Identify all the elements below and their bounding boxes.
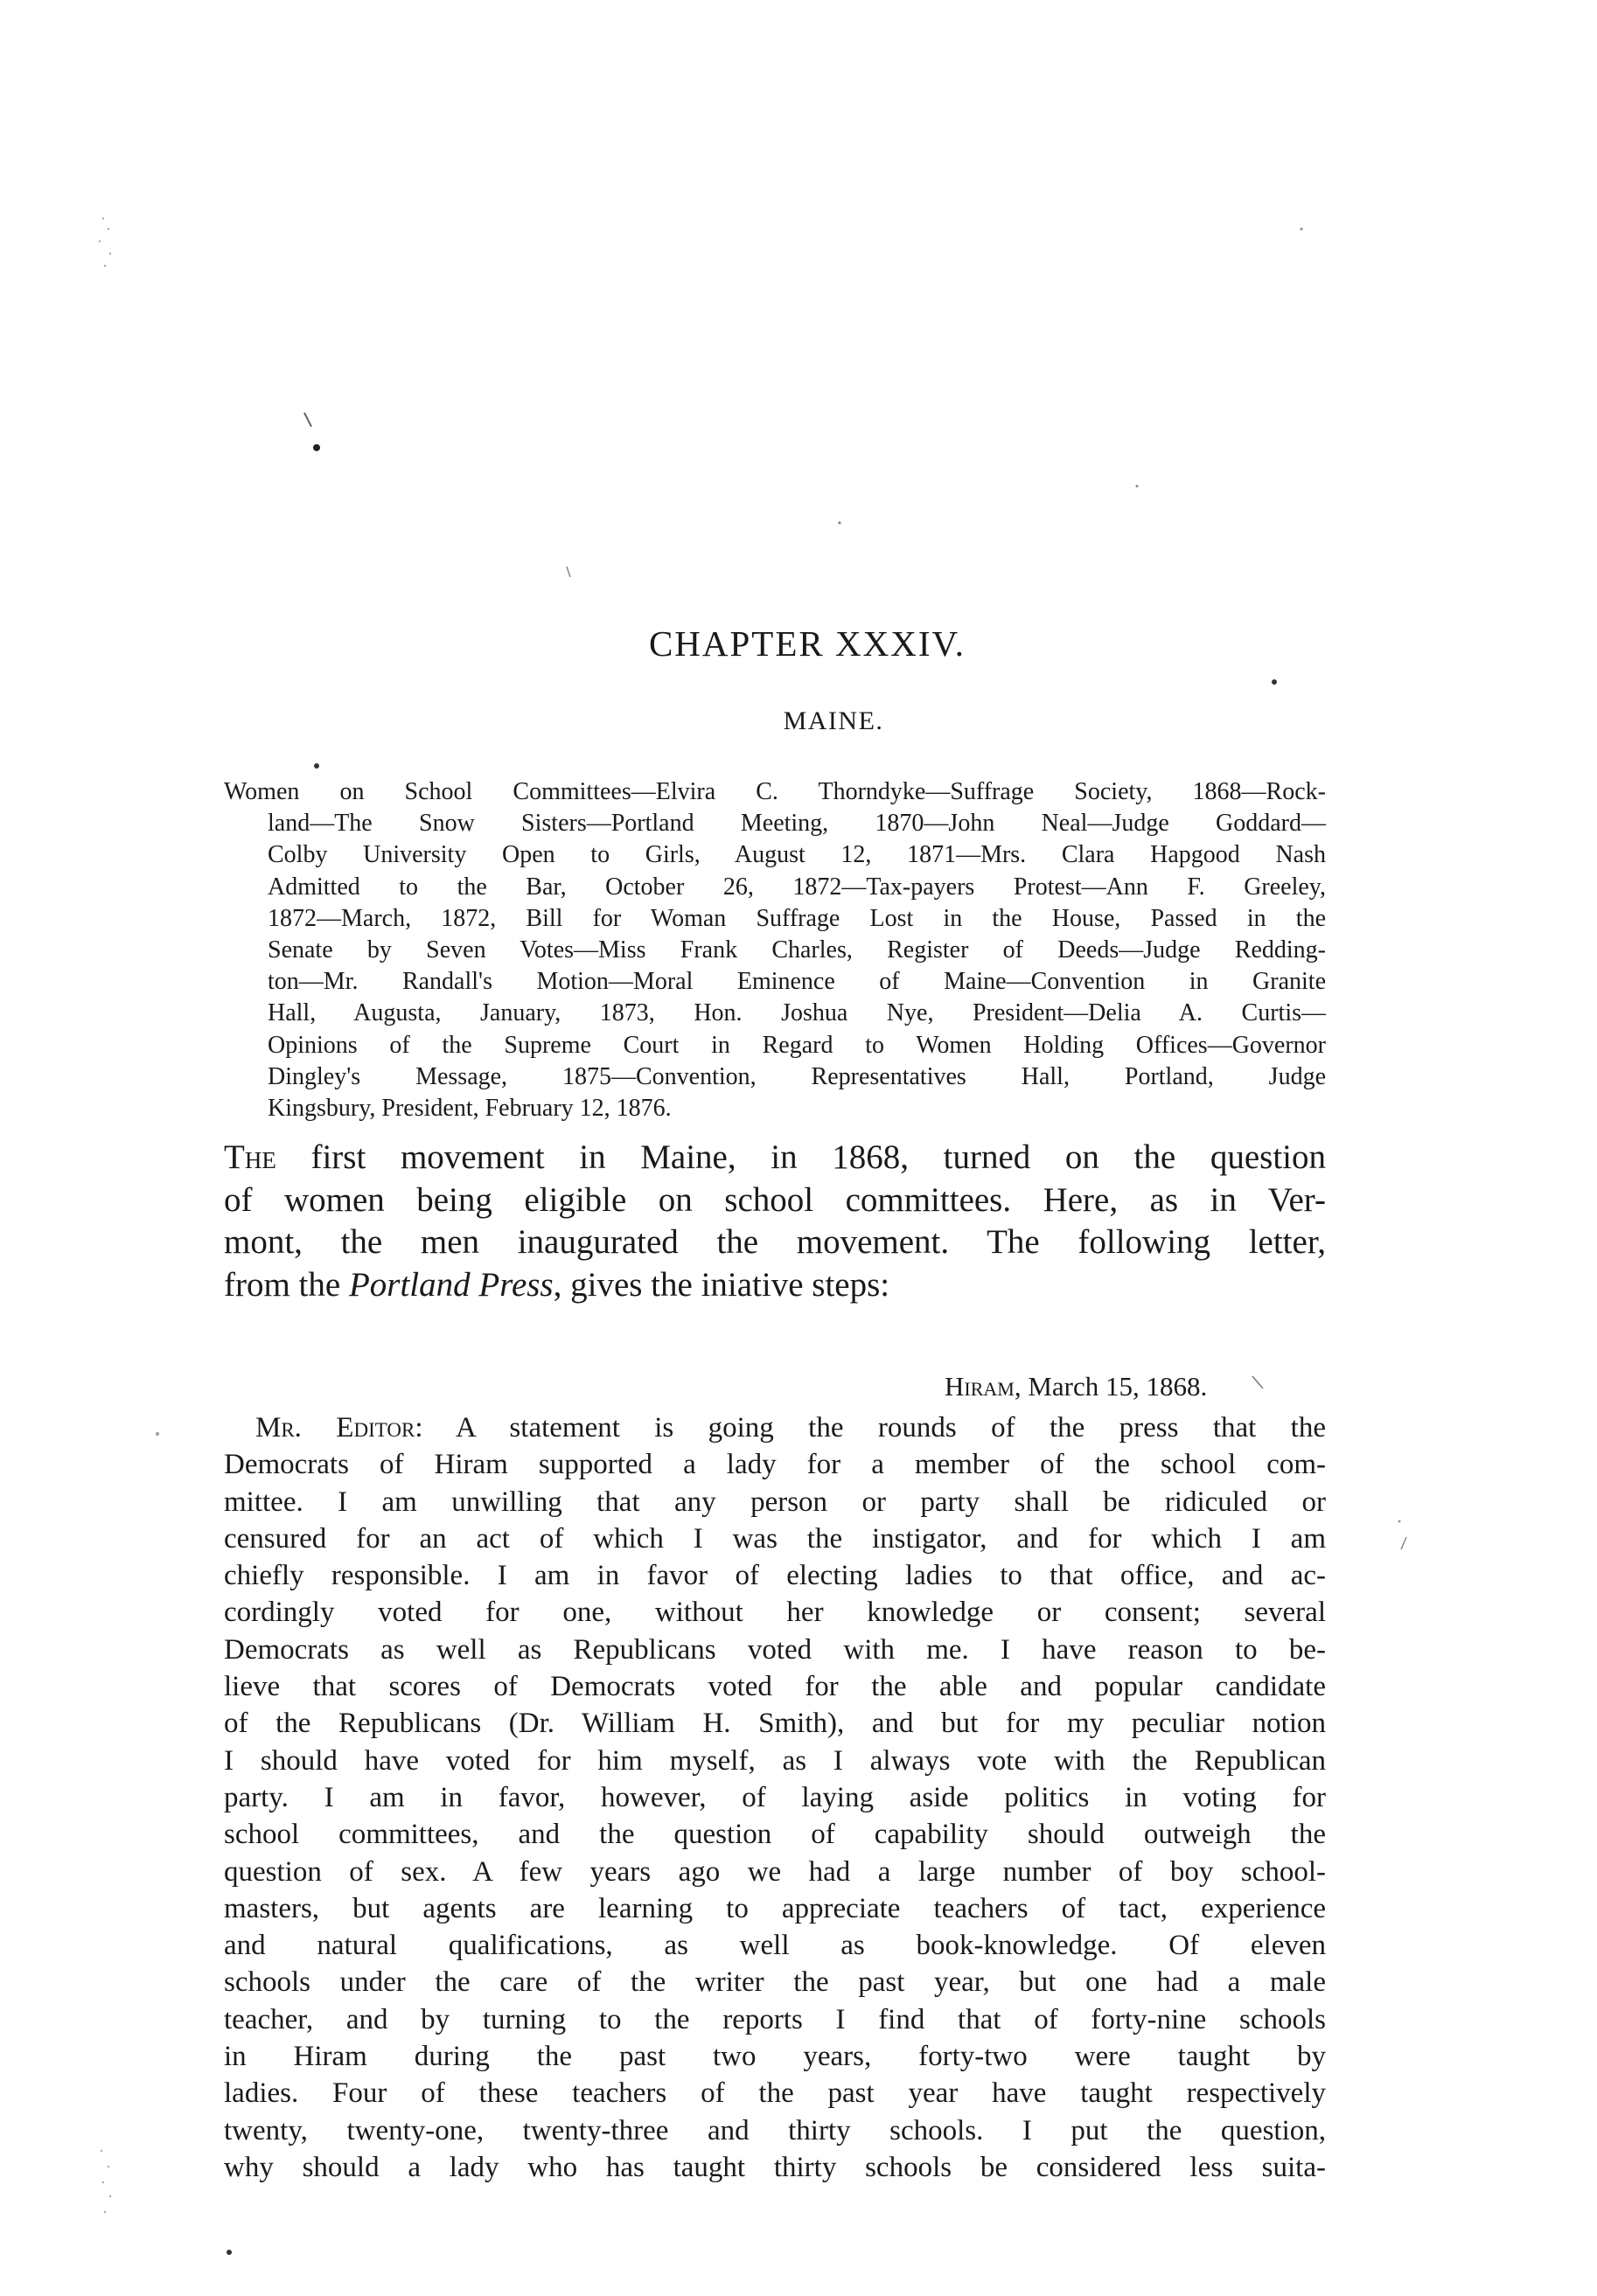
summary-line: 1872—March, 1872, Bill for Woman Suffrage Lost in the House, Passed in the (268, 904, 1326, 932)
paragraph-text: , gives the iniative steps: (553, 1265, 890, 1304)
letter-line: and natural qualifications, as well as book-knowledge. Of eleven (224, 1930, 1326, 1962)
paragraph-text: first movement in Maine, in 1868, turned on the question (310, 1138, 1326, 1176)
summary-line: land—The Snow Sisters—Portland Meeting, 1870—John Neal—Judge Goddard— (268, 810, 1326, 838)
letter-text: : A statement is going the rounds of the press that the (415, 1412, 1326, 1444)
letter-line: I should have voted for him myself, as I always vote with the Republican (224, 1744, 1326, 1777)
letter-line: in Hiram during the past two years, forty-two were taught by (224, 2041, 1326, 2073)
dateline-place: Hiram (945, 1371, 1015, 1402)
summary-line: Women on School Committees—Elvira C. Thorndyke—Suffrage Society, 1868—Rock- (224, 778, 1326, 805)
chapter-heading: CHAPTER XXXIV. (648, 623, 966, 664)
paragraph-text: from the (224, 1265, 341, 1304)
letter-line: Democrats as well as Republicans voted with me. I have reason to be- (224, 1633, 1326, 1666)
letter-line: party. I am in favor, however, of laying aside politics in voting for (224, 1781, 1326, 1813)
paragraph-line: mont, the men inaugurated the movement. The following letter, (224, 1223, 1326, 1261)
letter-line: teacher, and by turning to the reports I find that of forty-nine schools (224, 2003, 1326, 2035)
summary-line: Dingley's Message, 1875—Convention, Representatives Hall, Portland, Judge (268, 1062, 1326, 1090)
letter-line: of the Republicans (Dr. William H. Smith), and but for my peculiar notion (224, 1708, 1326, 1740)
opening-word: The (224, 1138, 276, 1176)
summary-line: Kingsbury, President, February 12, 1876. (268, 1094, 672, 1122)
letter-line: ladies. Four of these teachers of the past year have taught respectively (224, 2077, 1326, 2110)
letter-line: why should a lady who has taught thirty schools be considered less suita- (224, 2151, 1326, 2183)
letter-line: question of sex. A few years ago we had a large number of boy school- (224, 1855, 1326, 1888)
letter-line: school committees, and the question of capability should outweigh the (224, 1819, 1326, 1851)
summary-line: Opinions of the Supreme Court in Regard to Women Holding Offices—Governor (268, 1031, 1326, 1059)
letter-line: censured for an act of which I was the instigator, and for which I am (224, 1522, 1326, 1555)
letter-line: lieve that scores of Democrats voted for the able and popular candidate (224, 1671, 1326, 1703)
summary-line: Admitted to the Bar, October 26, 1872—Tax-payers Protest—Ann F. Greeley, (268, 873, 1326, 901)
newspaper-title: Portland Press (348, 1265, 554, 1304)
letter-line: schools under the care of the writer the past year, but one had a male (224, 1966, 1326, 1999)
summary-line: ton—Mr. Randall's Motion—Moral Eminence of Maine—Convention in Granite (268, 968, 1326, 996)
dateline-date: , March 15, 1868. (1014, 1371, 1208, 1402)
letter-line: chiefly responsible. I am in favor of electing ladies to that office, and ac- (224, 1560, 1326, 1592)
state-heading: MAINE. (783, 706, 884, 735)
letter-line: masters, but agents are learning to appreciate teachers of tact, experience (224, 1892, 1326, 1924)
letter-line: Democrats of Hiram supported a lady for a member of the school com- (224, 1449, 1326, 1481)
summary-line: Colby University Open to Girls, August 12, 1871—Mrs. Clara Hapgood Nash (268, 841, 1326, 869)
summary-line: Hall, Augusta, January, 1873, Hon. Joshua Nye, President—Delia A. Curtis— (268, 999, 1326, 1027)
letter-line: cordingly voted for one, without her knowledge or consent; several (224, 1597, 1326, 1629)
letter-line: mittee. I am unwilling that any person or party shall be ridiculed or (224, 1485, 1326, 1518)
summary-line: Senate by Seven Votes—Miss Frank Charles, Register of Deeds—Judge Redding- (268, 936, 1326, 964)
left-margin-noise (99, 218, 111, 2213)
letter-line: twenty, twenty-one, twenty-three and thirty schools. I put the question, (224, 2114, 1326, 2146)
letter-salutation: Mr. Editor (255, 1412, 415, 1444)
paragraph-line: of women being eligible on school committees. Here, as in Ver- (224, 1180, 1326, 1219)
